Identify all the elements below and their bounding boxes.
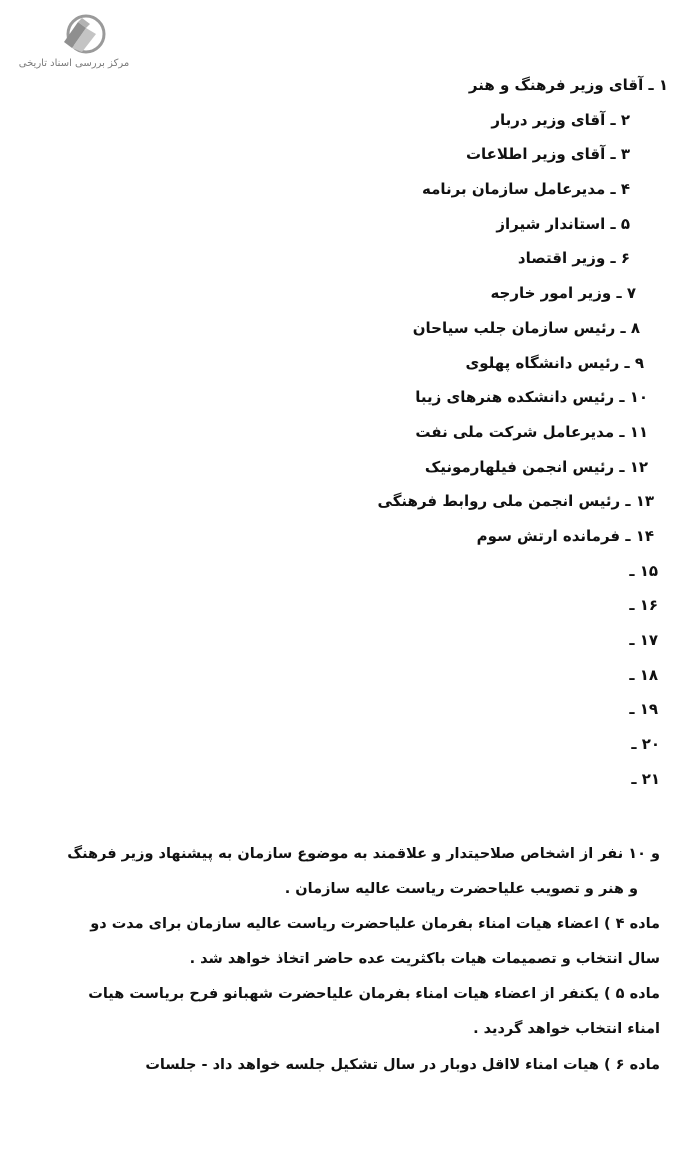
list-item: ۱۹ ـ <box>629 700 658 719</box>
recipient-list <box>28 68 668 796</box>
list-item: ۱۳ ـ رئیس انجمن ملی روابط فرهنگی <box>377 492 654 511</box>
article-4-line: ماده ۴ ) اعضاء هیات امناء بفرمان علیاحضرت ریاست عالیه سازمان برای مدت دو <box>90 916 660 932</box>
list-item: ۱۰ ـ رئیس دانشکده هنرهای زیبا <box>415 388 648 407</box>
paragraph-line: سال انتخاب و تصمیمات هیات باکثریت عده حاضر اتخاذ خواهد شد . <box>189 951 660 967</box>
paragraph-line: و هنر و تصویب علیاحضرت ریاست عالیه سازمان . <box>284 881 638 897</box>
list-item: ۵ ـ استاندار شیراز <box>496 214 630 233</box>
list-item: ۲۰ ـ <box>631 735 660 754</box>
article-6-line: ماده ۶ ) هیات امناء لااقل دوبار در سال تشکیل جلسه خواهد داد - جلسات <box>145 1057 660 1073</box>
list-item: ۲ ـ آقای وزیر دربار <box>491 110 630 129</box>
list-item: ۱۱ ـ مدیرعامل شرکت ملی نفت <box>415 422 648 441</box>
list-item: ۸ ـ رئیس سازمان جلب سیاحان <box>412 318 640 337</box>
list-item: ۷ ـ وزیر امور خارجه <box>490 284 636 303</box>
list-item: ۱۶ ـ <box>629 596 658 615</box>
archive-logo <box>14 14 134 74</box>
paragraph-line: و ۱۰ نفر از اشخاص صلاحیتدار و علاقمند به موضوع سازمان به پیشنهاد وزیر فرهنگ <box>67 846 660 862</box>
list-item: ۱۵ ـ <box>629 561 658 580</box>
list-item: ۹ ـ رئیس دانشگاه پهلوی <box>465 353 644 372</box>
list-item: ۱ ـ آقای وزیر فرهنگ و هنر <box>468 76 668 94</box>
list-item: ۲۱ ـ <box>631 769 660 788</box>
article-5-line: ماده ۵ ) یکنفر از اعضاء هیات امناء بفرمان علیاحضرت شهبانو فرح بریاست هیات <box>88 986 660 1002</box>
archive-logo-caption: مرکز بررسی اسناد تاریخی <box>18 58 130 69</box>
list-item: ۳ ـ آقای وزیر اطلاعات <box>465 145 630 164</box>
list-item: ۱۲ ـ رئیس انجمن فیلهارمونیک <box>424 457 648 476</box>
paragraph-line: امناء انتخاب خواهد گردید . <box>473 1021 660 1037</box>
list-item: ۱۸ ـ <box>629 665 658 684</box>
articles-paragraph <box>30 836 660 1083</box>
list-item: ۱۴ ـ فرمانده ارتش سوم <box>476 526 654 545</box>
book-emblem-icon <box>56 14 108 54</box>
list-item: ۶ ـ وزیر اقتصاد <box>517 249 630 268</box>
list-item: ۴ ـ مدیرعامل سازمان برنامه <box>422 180 630 199</box>
list-item: ۱۷ ـ <box>629 631 658 649</box>
